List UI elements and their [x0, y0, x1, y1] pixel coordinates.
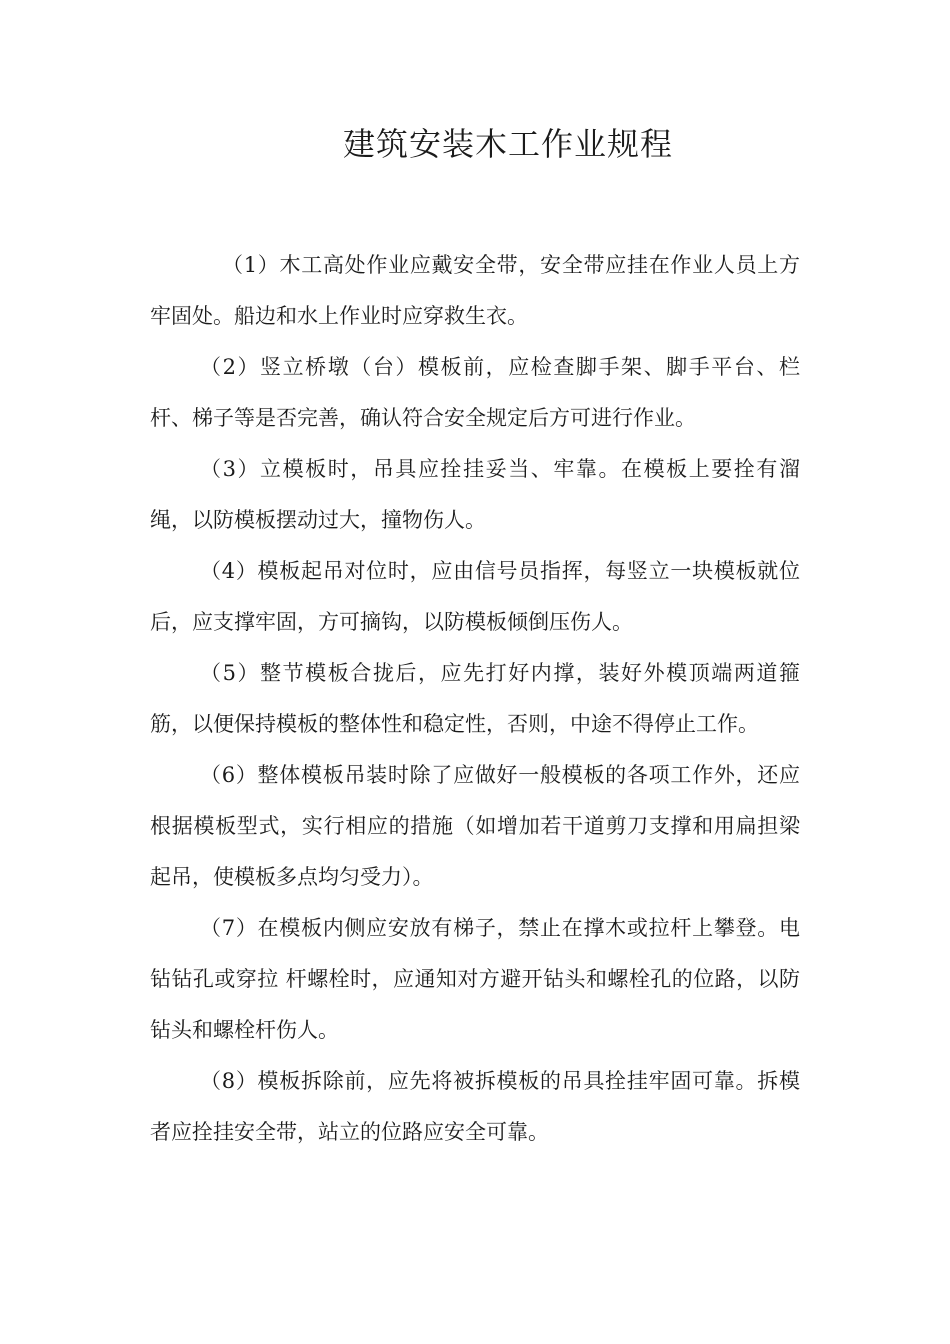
- paragraph-2: （2）竖立桥墩（台）模板前，应检查脚手架、脚手平台、栏杆、梯子等是否完善，确认符合安全规定后方可进行作业。: [150, 355, 800, 430]
- document-body: [150, 240, 800, 1158]
- paragraph-1: （1）木工高处作业应戴安全带，安全带应挂在作业人员上方牢固处。船边和水上作业时应穿救生衣。: [150, 253, 800, 328]
- paragraph-6: （6）整体模板吊装时除了应做好一般模板的各项工作外，还应根据模板型式，实行相应的措施（如增加若干道剪刀支撑和用扁担梁起吊，使模板多点均匀受力）。: [150, 763, 800, 889]
- paragraph-4: （4）模板起吊对位时，应由信号员指挥，每竖立一块模板就位后，应支撑牢固，方可摘钩，以防模板倾倒压伤人。: [150, 559, 800, 634]
- paragraph-3: （3）立模板时，吊具应拴挂妥当、牢靠。在模板上要拴有溜绳，以防模板摆动过大，撞物伤人。: [150, 457, 800, 532]
- paragraph-8: （8）模板拆除前，应先将被拆模板的吊具拴挂牢固可靠。拆模者应拴挂安全带，站立的位路应安全可靠。: [150, 1069, 800, 1144]
- paragraph-5: （5）整节模板合拢后，应先打好内撑，装好外模顶端两道箍筋，以便保持模板的整体性和稳定性，否则，中途不得停止工作。: [150, 661, 800, 736]
- document-title: 建筑安装木工作业规程: [342, 125, 673, 163]
- paragraph-7: （7）在模板内侧应安放有梯子，禁止在撑木或拉杆上攀登。电钻钻孔或穿拉 杆螺栓时，应通知对方避开钻头和螺栓孔的位路，以防钻头和螺栓杆伤人。: [150, 916, 800, 1042]
